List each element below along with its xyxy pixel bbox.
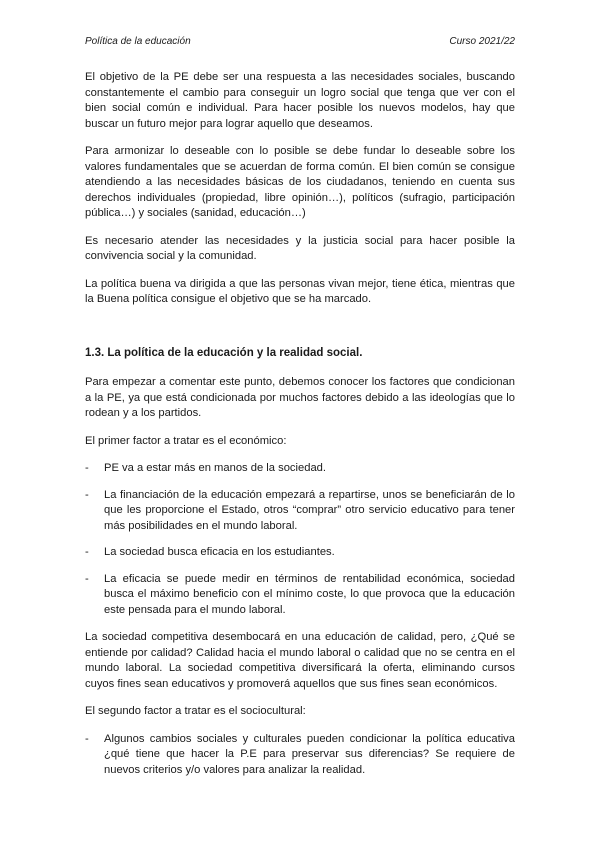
bullet-dash: - <box>85 546 89 558</box>
list-item: - PE va a estar más en manos de la sociedad. <box>85 461 515 477</box>
factor1-list <box>85 461 515 618</box>
list-item: - La sociedad busca eficacia en los estudiantes. <box>85 545 515 561</box>
bullet-dash: - <box>85 732 89 745</box>
document-body <box>85 70 515 790</box>
paragraph-section-intro: Para empezar a comentar este punto, debemos conocer los factores que condicionan a la PE, ya que está condicionada por muchos factores debido a las ideologías que lo rodean y a los partidos. <box>85 376 515 419</box>
list-item: - Algunos cambios sociales y culturales pueden condicionar la política educativa ¿qué tiene que hacer la P.E para preservar sus diferencias? Se requiere de nuevos criterios y/o valores para analizar la realidad. <box>85 732 515 776</box>
header-course-title: Política de la educación <box>85 36 191 47</box>
section-heading: 1.3. La política de la educación y la realidad social. <box>85 346 363 359</box>
bullet-dash: - <box>85 488 89 501</box>
list-item: - La financiación de la educación empezará a repartirse, unos se beneficiarán de lo que les proporcione el Estado, otros “comprar” otro servicio educativo para tener más posibilidades en el mundo laboral. <box>85 488 515 532</box>
paragraph-objective: El objetivo de la PE debe ser una respuesta a las necesidades sociales, buscando constantemente el cambio para conseguir un logro social que tenga que ver con el bien social común e individual. Para hacer posible los nuevos modelos, hay que buscar un futuro mejor para lograr aquello que deseamos. <box>85 71 515 130</box>
paragraph-good-politics: La política buena va dirigida a que las personas vivan mejor, tiene ética, mientras que la Buena política consigue el objetivo que se ha marcado. <box>85 277 515 305</box>
bullet-dash: - <box>85 462 89 474</box>
list-item: - La eficacia se puede medir en términos de rentabilidad económica, sociedad busca el máximo beneficio con el mínimo coste, lo que provoca que la educación este pensada para el mundo laboral. <box>85 572 515 616</box>
paragraph-harmonize: Para armonizar lo deseable con lo posible se debe fundar lo deseable sobre los valores fundamentales que se acuerdan de forma común. El bien común se consigue atendiendo a las necesidades básicas de los ciudadanos, teniendo en cuenta sus derechos individuales (propiedad, libre opinión…), políticos (sufragio, participación pública…) y sociales (sanidad, educación…) <box>85 145 515 219</box>
header-course-year: Curso 2021/22 <box>449 36 515 47</box>
paragraph-factor2-intro: El segundo factor a tratar es el sociocultural: <box>85 705 306 717</box>
paragraph-social-justice: Es necesario atender las necesidades y la justicia social para hacer posible la convivencia social y la comunidad. <box>85 234 515 262</box>
paragraph-factor1-intro: El primer factor a tratar es el económico: <box>85 434 287 447</box>
factor2-list <box>85 732 515 779</box>
bullet-dash: - <box>85 572 89 585</box>
paragraph-competitive-society: La sociedad competitiva desembocará en una educación de calidad, pero, ¿Qué se entiende por calidad? Calidad hacia el mundo laboral o calidad que no se centra en el mundo laboral. La sociedad competitiva diversificará la oferta, eliminando cursos cuyos fines sean educativos y promoverá aquellos que sus fines sean económicos. <box>85 631 515 690</box>
